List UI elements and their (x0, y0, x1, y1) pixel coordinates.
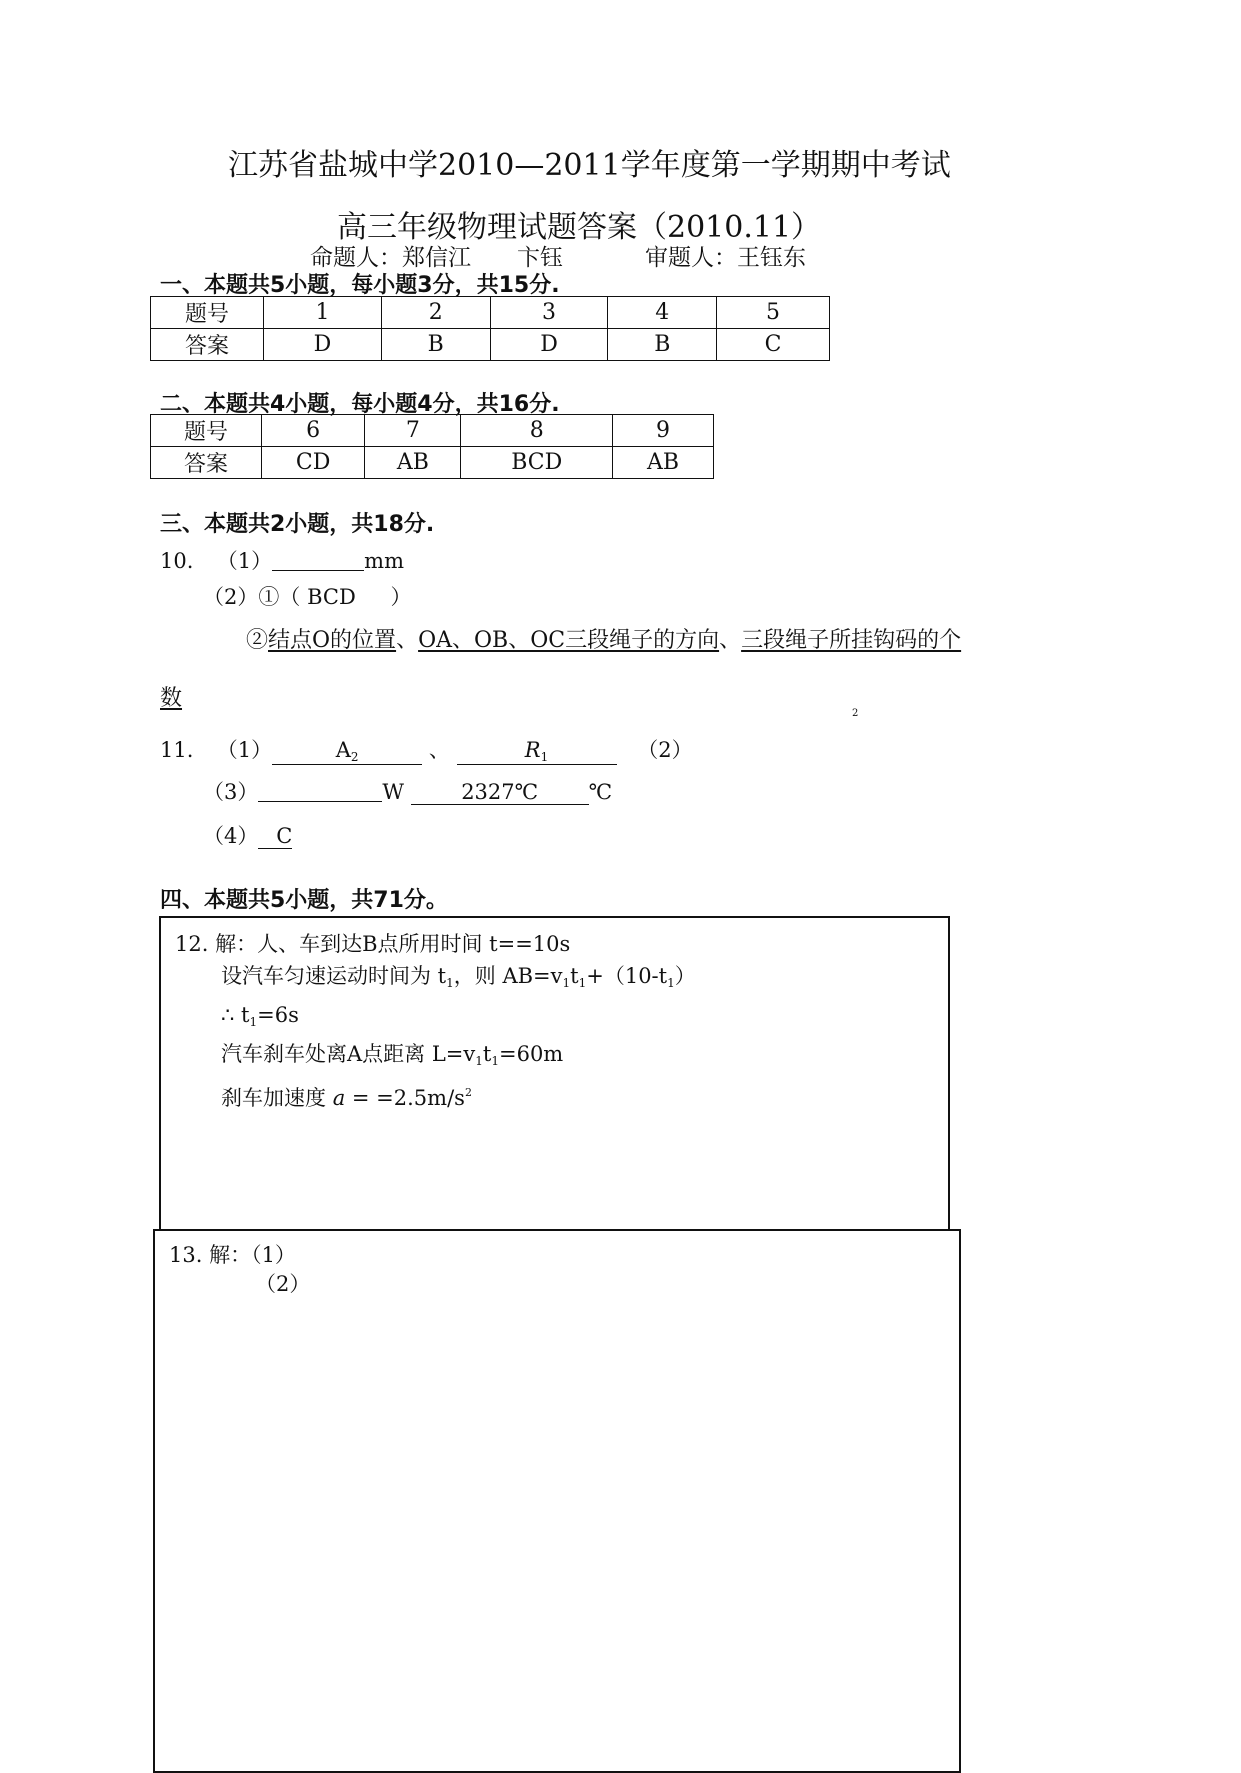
table-row (151, 415, 714, 447)
question-number: 8 (461, 415, 613, 447)
q11-label: 11. (160, 738, 194, 762)
q10-part2-answer: BCD (307, 585, 356, 609)
exam-subtitle: 高三年级物理试题答案（2010.11） (337, 210, 822, 245)
q10-unit: mm (364, 549, 404, 573)
q11-part3 (203, 776, 612, 806)
answer-cell: D (264, 329, 382, 361)
q11-part1 (160, 734, 693, 765)
row-label: 答案 (151, 447, 262, 479)
q12-line: 设汽车匀速运动时间为 $t_1$，则 $AB=v_1t_1+(10-t_1)$ (221, 964, 696, 990)
section-1-heading: 一、本题共5小题，每小题3分，共15分. (160, 273, 560, 298)
answer-blank (272, 548, 364, 571)
composer-line: 命题人：郑信江 卞钰 (310, 245, 563, 271)
question-number: 2 (381, 297, 490, 329)
answer-cell: C (717, 329, 830, 361)
row-label: 答案 (151, 329, 264, 361)
q10-part2 (203, 581, 411, 611)
q11-part2-label: （2） (637, 738, 693, 762)
answer-cell: D (490, 329, 608, 361)
q12-line: 刹车加速度 $a = =2.5m/s^2$ (221, 1086, 472, 1110)
section-2-heading: 二、本题共4小题，每小题4分，共16分. (160, 392, 560, 417)
q12-line: ∴ $t_1=6s$ (221, 1003, 299, 1029)
answer-cell: AB (365, 447, 461, 479)
q10-label: 10. (160, 549, 194, 573)
q11-unit-w: W (382, 780, 404, 804)
question-number: 6 (262, 415, 365, 447)
q11-part4-label: （4） (203, 824, 259, 848)
answer-cell: BCD (461, 447, 613, 479)
question-number: 5 (717, 297, 830, 329)
section-2-answer-table (150, 414, 714, 479)
row-label: 题号 (151, 297, 264, 329)
question-number: 4 (608, 297, 717, 329)
reviewer-line: 审题人：王钰东 (645, 245, 806, 271)
answer-blank (258, 779, 382, 802)
q12-line: 汽车刹车处离A点距离 $L=v_1t_1=60m$ (221, 1042, 564, 1068)
q11-answer-ammeter: $A_2$ (272, 738, 422, 765)
answer-cell: B (608, 329, 717, 361)
q11-unit-temp: ℃ (588, 780, 613, 804)
question-number: 1 (264, 297, 382, 329)
q10-part2-label: （2）①（ (203, 585, 301, 609)
q11-answer-resistor: $R_1$ (457, 738, 617, 765)
answer-cell: AB (613, 447, 714, 479)
q10-part1 (160, 545, 404, 575)
question-number: 7 (365, 415, 461, 447)
q13-answer-box (153, 1229, 961, 1773)
q11-answer-temperature: 2327℃ (411, 780, 589, 805)
table-row (151, 447, 714, 479)
q10-answer-weights: 三段绳子所挂钩码的个 (741, 628, 962, 653)
answer-cell: B (381, 329, 490, 361)
separator: 、 (396, 628, 419, 653)
q10-part3 (246, 623, 961, 654)
q10-answer-knot: 结点O的位置 (268, 628, 397, 653)
q11-part3-label: （3） (203, 780, 259, 804)
q10-answer-weights-cont: 数 (160, 686, 183, 711)
section-3-heading: 三、本题共2小题，共18分. (160, 512, 435, 537)
section-4-heading: 四、本题共5小题，共71分。 (160, 888, 448, 913)
q11-answer-choice: C (258, 824, 292, 849)
q13-line: 13. 解：（1） (169, 1243, 296, 1267)
q10-part3-mark: ② (246, 628, 269, 653)
q10-part2-close: ） (390, 585, 412, 609)
row-label: 题号 (151, 415, 262, 447)
q11-part4 (203, 820, 292, 850)
separator: 、 (719, 628, 742, 653)
q11-part1-label: （1） (216, 738, 273, 762)
table-row (151, 297, 830, 329)
q13-line: （2） (255, 1272, 311, 1296)
question-number: 3 (490, 297, 608, 329)
q12-line: 12. 解：人、车到达B点所用时间 t==10s (175, 932, 571, 956)
q10-answer-directions: OA、OB、OC三段绳子的方向 (418, 628, 720, 653)
separator: 、 (428, 738, 450, 762)
answer-cell: CD (262, 447, 365, 479)
q10-part1-label: （1） (216, 549, 273, 573)
table-row (151, 329, 830, 361)
q12-answer-box (159, 916, 950, 1231)
exam-title: 江苏省盐城中学2010—2011学年度第一学期期中考试 (228, 148, 951, 183)
stray-mark: 2 (852, 708, 859, 719)
section-1-answer-table (150, 296, 830, 361)
question-number: 9 (613, 415, 714, 447)
